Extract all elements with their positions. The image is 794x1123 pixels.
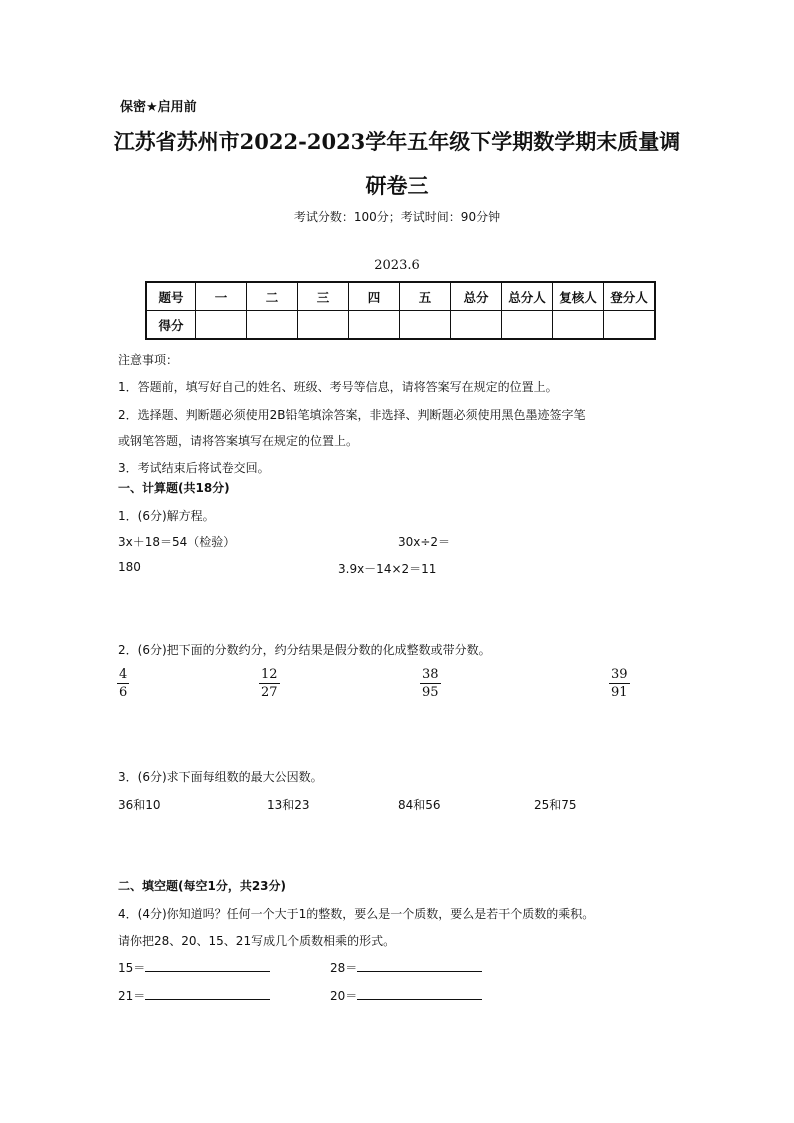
answer-blank[interactable] xyxy=(357,987,482,1000)
answer-blank[interactable] xyxy=(145,987,270,1000)
question-4-line1: 4．(4分)你知道吗？任何一个大于1的整数，要么是一个质数，要么是若干个质数的乘积。 xyxy=(118,907,595,921)
exam-title-line2: 研卷三 xyxy=(365,173,429,198)
score-cell[interactable] xyxy=(247,311,298,340)
score-table-score-row xyxy=(146,311,655,340)
fraction-denominator: 91 xyxy=(611,685,628,700)
fraction-numerator: 4 xyxy=(119,667,128,682)
answer-blank[interactable] xyxy=(357,959,482,972)
section-1-heading: 一、计算题(共18分) xyxy=(118,481,230,495)
blank-label: 20＝ xyxy=(330,989,358,1003)
score-header-cell: 一 xyxy=(196,282,247,311)
answer-blank-row xyxy=(330,959,482,976)
score-header-cell: 总分 xyxy=(451,282,502,311)
gcd-group: 25和75 xyxy=(534,798,577,812)
score-cell[interactable] xyxy=(502,311,553,340)
score-row-label: 得分 xyxy=(146,311,196,340)
score-cell[interactable] xyxy=(604,311,656,340)
score-table-header-row xyxy=(146,282,655,311)
question-4-line2: 请你把28、20、15、21写成几个质数相乘的形式。 xyxy=(118,934,396,948)
notes-title: 注意事项： xyxy=(118,353,179,367)
question-3-stem: 3．(6分)求下面每组数的最大公因数。 xyxy=(118,770,323,784)
score-cell[interactable] xyxy=(196,311,247,340)
fraction xyxy=(259,667,280,700)
score-header-cell: 题号 xyxy=(146,282,196,311)
score-header-cell: 登分人 xyxy=(604,282,656,311)
gcd-group: 13和23 xyxy=(267,798,310,812)
score-header-cell: 复核人 xyxy=(553,282,604,311)
score-header-cell: 五 xyxy=(400,282,451,311)
equation-c: 180 xyxy=(118,560,141,574)
score-header-cell: 总分人 xyxy=(502,282,553,311)
exam-date: 2023.6 xyxy=(374,258,420,273)
equation-d: 3.9x－14×2＝11 xyxy=(338,562,437,576)
score-header-cell: 二 xyxy=(247,282,298,311)
fraction-denominator: 27 xyxy=(261,685,278,700)
equation-a: 3x＋18＝54（检验） xyxy=(118,535,236,549)
fraction-numerator: 12 xyxy=(261,667,278,682)
blank-label: 28＝ xyxy=(330,961,358,975)
fraction-denominator: 95 xyxy=(422,685,439,700)
answer-blank-row xyxy=(118,959,270,976)
fraction xyxy=(117,667,129,700)
answer-blank-row xyxy=(330,987,482,1004)
notes-item-2-line2: 或钢笔答题，请将答案填写在规定的位置上。 xyxy=(118,434,359,448)
gcd-group: 84和56 xyxy=(398,798,441,812)
score-table xyxy=(145,281,656,340)
gcd-group: 36和10 xyxy=(118,798,161,812)
confidential-label: 保密★启用前 xyxy=(120,100,197,115)
exam-title-line1: 江苏省苏州市2022-2023学年五年级下学期数学期末质量调 xyxy=(113,129,681,154)
fraction xyxy=(609,667,630,700)
exam-info: 考试分数：100分；考试时间：90分钟 xyxy=(293,210,501,224)
notes-item-1: 1．答题前，填写好自己的姓名、班级、考号等信息，请将答案写在规定的位置上。 xyxy=(118,380,558,394)
score-cell[interactable] xyxy=(298,311,349,340)
score-cell[interactable] xyxy=(349,311,400,340)
question-2-stem: 2．(6分)把下面的分数约分，约分结果是假分数的化成整数或带分数。 xyxy=(118,643,491,657)
question-1-stem: 1．(6分)解方程。 xyxy=(118,509,215,523)
score-cell[interactable] xyxy=(451,311,502,340)
notes-item-2-line1: 2．选择题、判断题必须使用2B铅笔填涂答案，非选择、判断题必须使用黑色墨迹签字笔 xyxy=(118,408,586,422)
fraction xyxy=(420,667,441,700)
score-cell[interactable] xyxy=(400,311,451,340)
score-header-cell: 四 xyxy=(349,282,400,311)
fraction-numerator: 38 xyxy=(422,667,439,682)
notes-item-3: 3．考试结束后将试卷交回。 xyxy=(118,461,270,475)
section-2-heading: 二、填空题(每空1分，共23分) xyxy=(118,879,287,893)
answer-blank[interactable] xyxy=(145,959,270,972)
score-cell[interactable] xyxy=(553,311,604,340)
blank-label: 21＝ xyxy=(118,989,146,1003)
fraction-numerator: 39 xyxy=(611,667,628,682)
score-header-cell: 三 xyxy=(298,282,349,311)
fraction-denominator: 6 xyxy=(119,685,128,700)
blank-label: 15＝ xyxy=(118,961,146,975)
answer-blank-row xyxy=(118,987,270,1004)
equation-b: 30x÷2＝ xyxy=(398,535,451,549)
